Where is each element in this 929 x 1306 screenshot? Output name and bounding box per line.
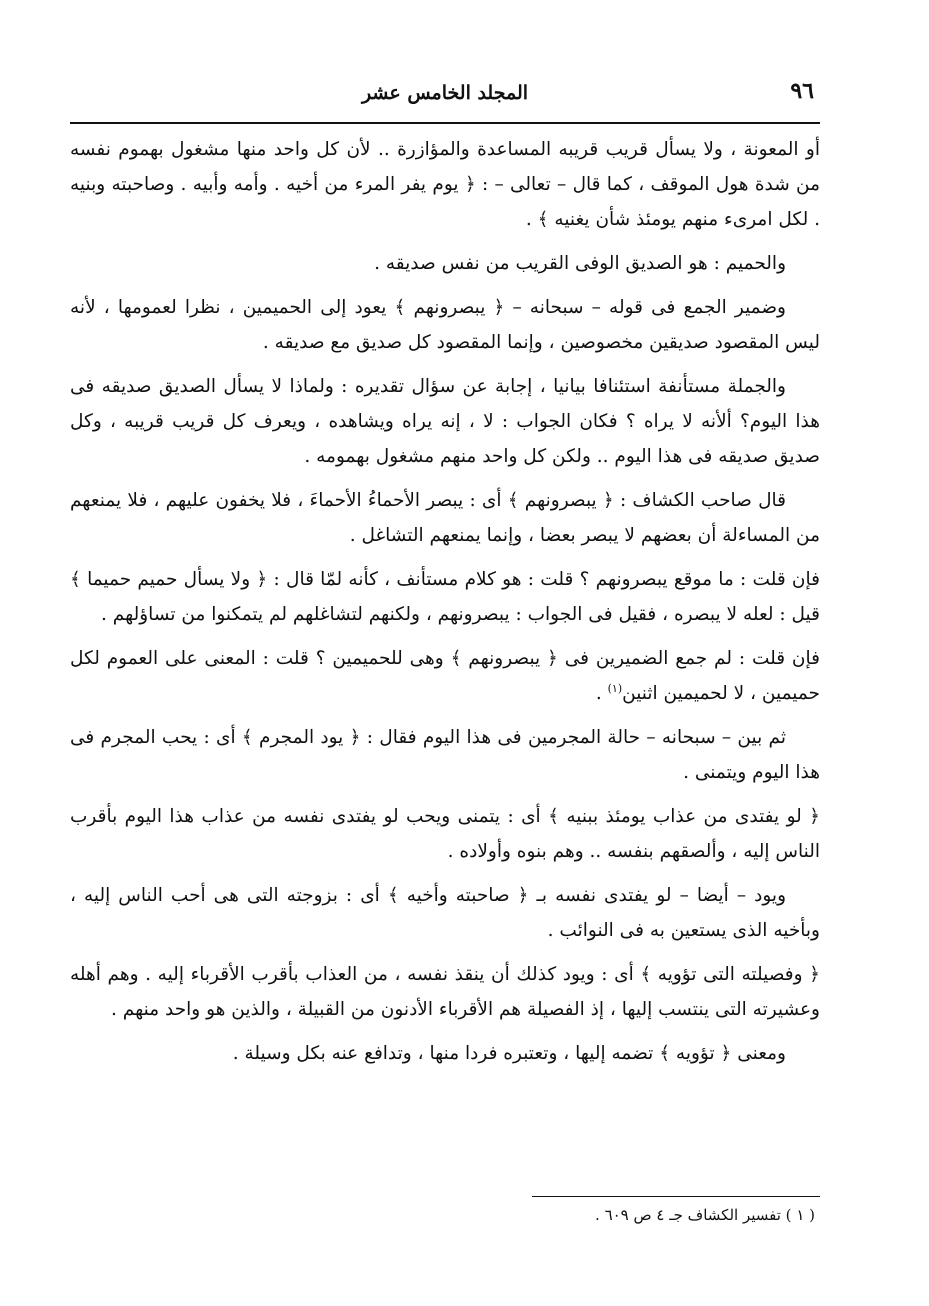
paragraph: ومعنى ﴿ تؤويه ﴾ تضمه إليها ، وتعتبره فردا منها ، وتدافع عنه بكل وسيلة . [232,1043,786,1064]
page-number: ٩٦ [790,78,814,104]
running-title: المجلد الخامس عشر [361,82,529,104]
paragraph: ويود – أيضا – لو يفتدى نفسه بـ ﴿ صاحبته وأخيه ﴾ أى : بزوجته التى هى أحب الناس إليه ، وبأخيه الذى يستعين به فى النوائب . [70,885,820,941]
body-text [70,132,820,1080]
paragraph-text: فإن قلت : لم جمع الضميرين فى ﴿ يبصرونهم ﴾ وهى للحميمين ؟ قلت : المعنى على العموم لكل حميمين ، لا لحميمين اثنين [70,648,820,704]
paragraph: ﴿ لو يفتدى من عذاب يومئذ ببنيه ﴾ أى : يتمنى ويحب لو يفتدى نفسه من عذاب هذا اليوم بأقرب الناس إليه ، وألصقهم بنفسه .. وهم بنوه وأولاده . [70,806,820,862]
paragraph: وضمير الجمع فى قوله – سبحانه – ﴿ يبصرونهم ﴾ يعود إلى الحميمين ، نظرا لعمومها ، لأنه ليس المقصود صديقين مخصوصين ، وإنما المقصود كل صديق مع صديقه . [70,297,820,353]
paragraph: فإن قلت : ما موقع يبصرونهم ؟ قلت : هو كلام مستأنف ، كأنه لمّا قال : ﴿ ولا يسأل حميم حميما ﴾ قيل : لعله لا يبصره ، فقيل فى الجواب : يبصرونهم ، ولكنهم لتشاغلهم لم يتمكنوا من تساؤلهم . [70,569,820,625]
paragraph: قال صاحب الكشاف : ﴿ يبصرونهم ﴾ أى : يبصر الأحماءُ الأحماءَ ، فلا يخفون عليهم ، فلا يمنعهم من المساءلة أن بعضهم لا يبصر بعضا ، وإنما يمنعهم التشاغل . [70,490,820,546]
paragraph: أو المعونة ، ولا يسأل قريب قريبه المساعدة والمؤازرة .. لأن كل واحد منها مشغول بهموم نفسه من شدة هول الموقف ، كما قال – تعالى – : ﴿ يوم يفر المرء من أخيه . وأمه وأبيه . وصاحبته وبنيه . لكل امرىء منهم يومئذ شأن يغنيه ﴾ . [70,139,820,230]
page-header [70,78,820,114]
paragraph: فإن قلت : لم جمع الضميرين فى ﴿ يبصرونهم ﴾ وهى للحميمين ؟ قلت : المعنى على العموم لكل حميمين ، لا لحميمين اثنين$^{(١)}$ . [70,648,820,704]
footnote-rule [532,1196,820,1197]
paragraph: والحميم : هو الصديق الوفى القريب من نفس صديقه . [374,253,786,274]
paragraph: والجملة مستأنفة استئنافا بيانيا ، إجابة عن سؤال تقديره : ولماذا لا يسأل الصديق صديقه فى هذا اليوم؟ ألأنه لا يراه ؟ فكان الجواب : لا ، إنه يراه ويشاهده ، ويعرف كل قريب قريبه ، وكل صديق صديقه فى هذا اليوم .. ولكن كل واحد منهم مشغول بهمومه . [70,376,820,467]
footnote-reference[interactable]: (١) [607,681,623,695]
header-rule [70,122,820,124]
footnote: ( ١ ) تفسير الكشاف جـ ٤ ص ٦٠٩ . [595,1206,815,1224]
paragraph: ثم بين – سبحانه – حالة المجرمين فى هذا اليوم فقال : ﴿ يود المجرم ﴾ أى : يحب المجرم فى هذا اليوم ويتمنى . [70,727,820,783]
paragraph: ﴿ وفصيلته التى تؤويه ﴾ أى : ويود كذلك أن ينقذ نفسه ، من العذاب بأقرب الأقرباء إليه . وهم أهله وعشيرته التى ينتسب إليها ، إذ الفصيلة هم الأقرباء الأدنون من القبيلة ، والذين هو واحد منهم . [70,964,820,1020]
